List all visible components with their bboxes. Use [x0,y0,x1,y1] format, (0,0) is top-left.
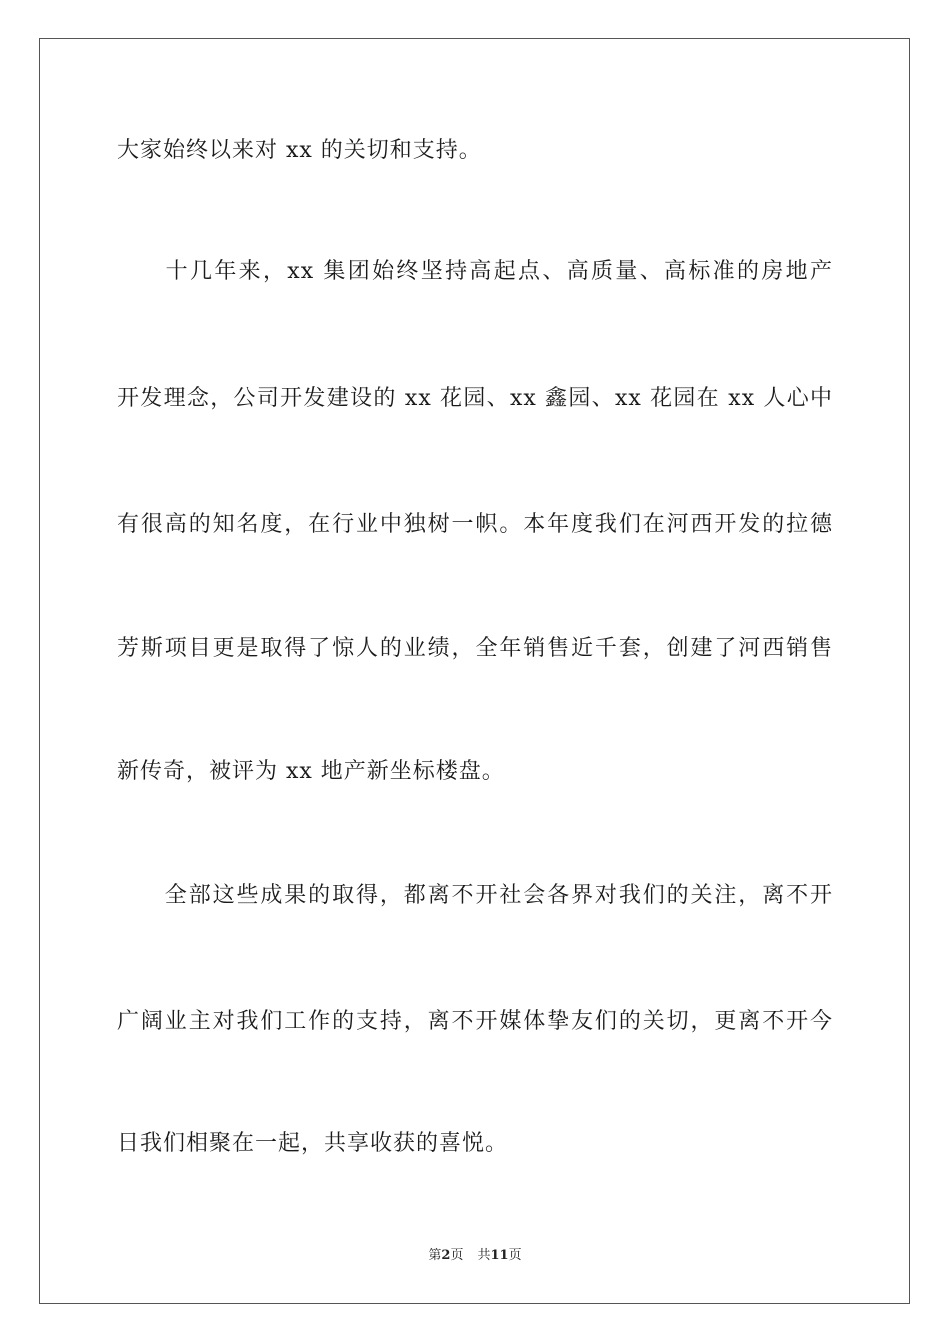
text-line-6: 新传奇，被评为 xx 地产新坐标楼盘。 [117,759,505,784]
total-pages: 11 [490,1248,509,1263]
text-line-3: 开发理念，公司开发建设的 xx 花园、xx 鑫园、xx 花园在 xx 人心中 [117,386,833,411]
text-line-8: 广阔业主对我们工作的支持，离不开媒体挚友们的关切，更离不开今 [117,1009,833,1034]
text-line-5: 芳斯项目更是取得了惊人的业绩，全年销售近千套，创建了河西销售 [117,636,833,661]
text-line-2: 十几年来，xx 集团始终坚持高起点、高质量、高标准的房地产 [117,259,833,284]
page-suffix: 页 [450,1248,464,1263]
text-line-9: 日我们相聚在一起，共享收获的喜悦。 [117,1131,509,1156]
total-suffix: 页 [508,1248,522,1263]
page-number: 2 [441,1248,451,1263]
text-line-1: 大家始终以来对 xx 的关切和支持。 [117,138,482,163]
page-footer [0,1246,950,1266]
text-line-4: 有很高的知名度，在行业中独树一帜。本年度我们在河西开发的拉德 [117,512,833,537]
text-line-7: 全部这些成果的取得，都离不开社会各界对我们的关注，离不开 [117,883,833,908]
page-prefix: 第 [428,1248,442,1263]
page-border [39,38,910,1304]
total-prefix: 共 [477,1248,491,1263]
